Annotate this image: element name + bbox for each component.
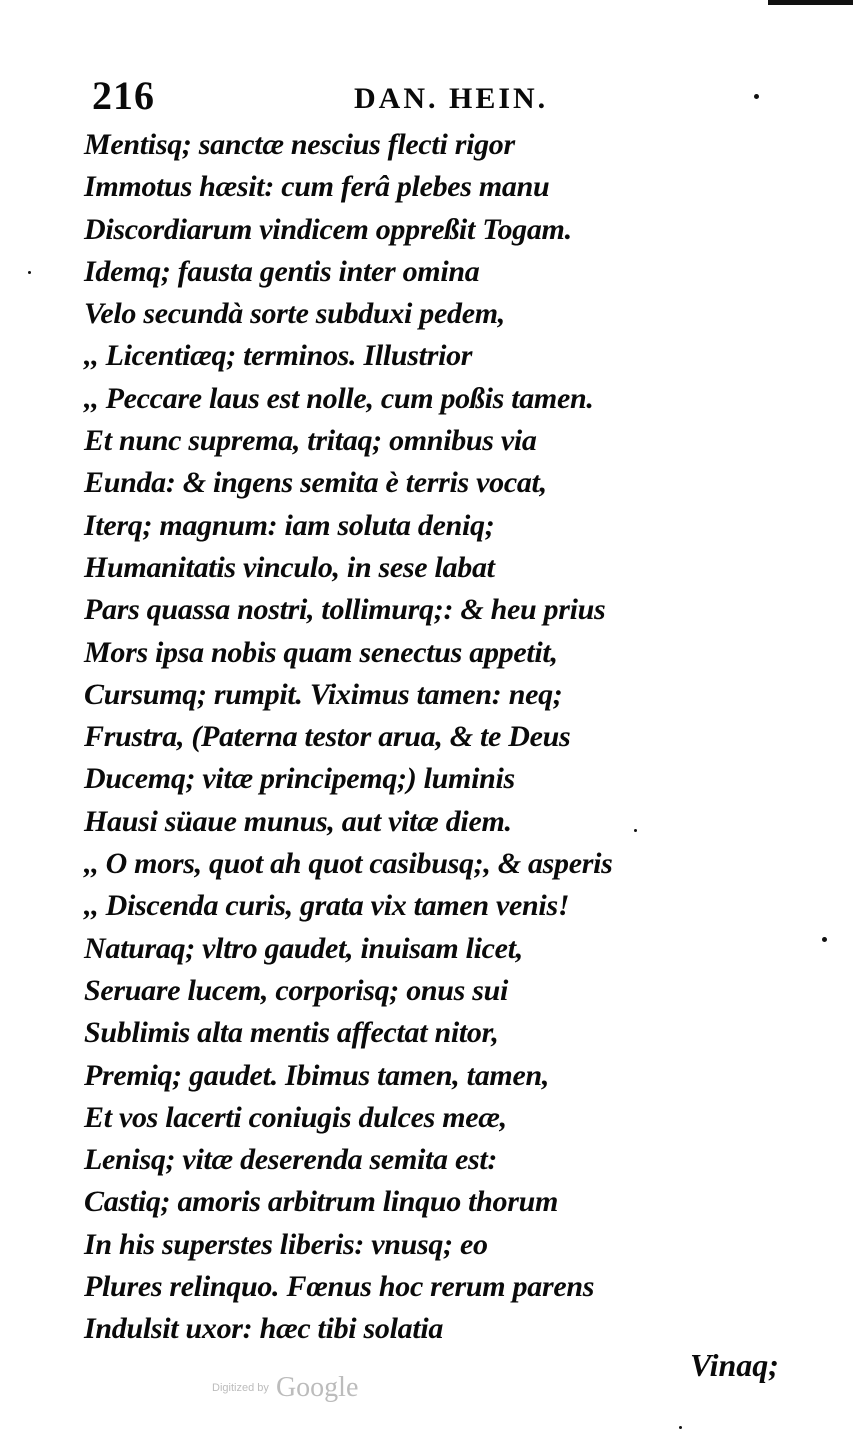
verse-line: Plures relinquo. Fœnus hoc rerum parens <box>84 1270 595 1304</box>
page-header <box>92 72 592 122</box>
ink-speck <box>679 1426 682 1429</box>
verse-line: Frustra, (Paterna testor arua, & te Deus <box>84 720 571 754</box>
page-number: 216 <box>92 73 155 118</box>
verse-line: Mentisq; sanctæ nescius flecti rigor <box>84 128 515 161</box>
verse-line: Humanitatis vinculo, in sese labat <box>84 550 495 584</box>
verse-line: Hausi süaue munus, aut vitæ diem. <box>84 804 512 838</box>
verse-line: Iterq; magnum: iam soluta deniq; <box>84 508 495 542</box>
verse-line: Castiq; amoris arbitrum linquo thorum <box>84 1185 559 1219</box>
verse-line: Lenisq; vitæ deserenda semita est: <box>84 1143 498 1177</box>
verse-line: Cursumq; rumpit. Viximus tamen: neq; <box>84 677 563 711</box>
ink-speck <box>822 937 827 942</box>
verse-line: In his superstes liberis: vnusq; eo <box>84 1227 488 1261</box>
verse-line: Eunda: & ingens semita è terris vocat, <box>84 466 547 500</box>
verse-line: Et vos lacerti coniugis dulces meæ, <box>84 1100 507 1134</box>
verse-line: Premiq; gaudet. Ibimus tamen, tamen, <box>84 1058 550 1092</box>
verse-line: Velo secundà sorte subduxi pedem, <box>84 297 505 331</box>
top-right-rule <box>768 0 853 5</box>
ink-speck <box>754 94 759 99</box>
verse-line: ,, Licentiæq; terminos. Illustrior <box>84 339 473 373</box>
verse-line: ,, Discenda curis, grata vix tamen venis! <box>84 889 570 923</box>
verse-line: Idemq; fausta gentis inter omina <box>84 254 480 288</box>
verse-line: Naturaq; vltro gaudet, inuisam licet, <box>84 931 523 965</box>
digitization-watermark <box>212 1372 358 1404</box>
verse-block <box>84 124 724 1351</box>
verse-line: Et nunc suprema, tritaq; omnibus via <box>84 424 537 458</box>
verse-line: Indulsit uxor: hæc tibi solatia <box>84 1312 444 1346</box>
verse-line: Mors ipsa nobis quam senectus appetit, <box>84 635 558 669</box>
verse-line: Seruare lucem, corporisq; onus sui <box>84 973 509 1007</box>
verse-line: Sublimis alta mentis affectat nitor, <box>84 1016 499 1050</box>
watermark-prefix: Digitized by <box>212 1382 269 1394</box>
catchword: Vinaq; <box>690 1347 779 1383</box>
running-head: DAN. HEIN. <box>354 82 549 115</box>
verse-line: Ducemq; vitæ principemq;) luminis <box>84 762 515 796</box>
verse-line: Pars quassa nostri, tollimurq;: & heu prius <box>84 593 606 627</box>
ink-speck <box>634 829 637 832</box>
verse-line: ,, O mors, quot ah quot casibusq;, & asperis <box>84 847 613 881</box>
verse-line: ,, Peccare laus est nolle, cum poßis tamen. <box>84 381 594 415</box>
watermark-brand: Google <box>275 1372 359 1403</box>
verse-line: Immotus hæsit: cum ferâ plebes manu <box>84 170 550 204</box>
verse-line: Discordiarum vindicem oppreßit Togam. <box>84 212 572 246</box>
ink-speck <box>28 271 31 274</box>
